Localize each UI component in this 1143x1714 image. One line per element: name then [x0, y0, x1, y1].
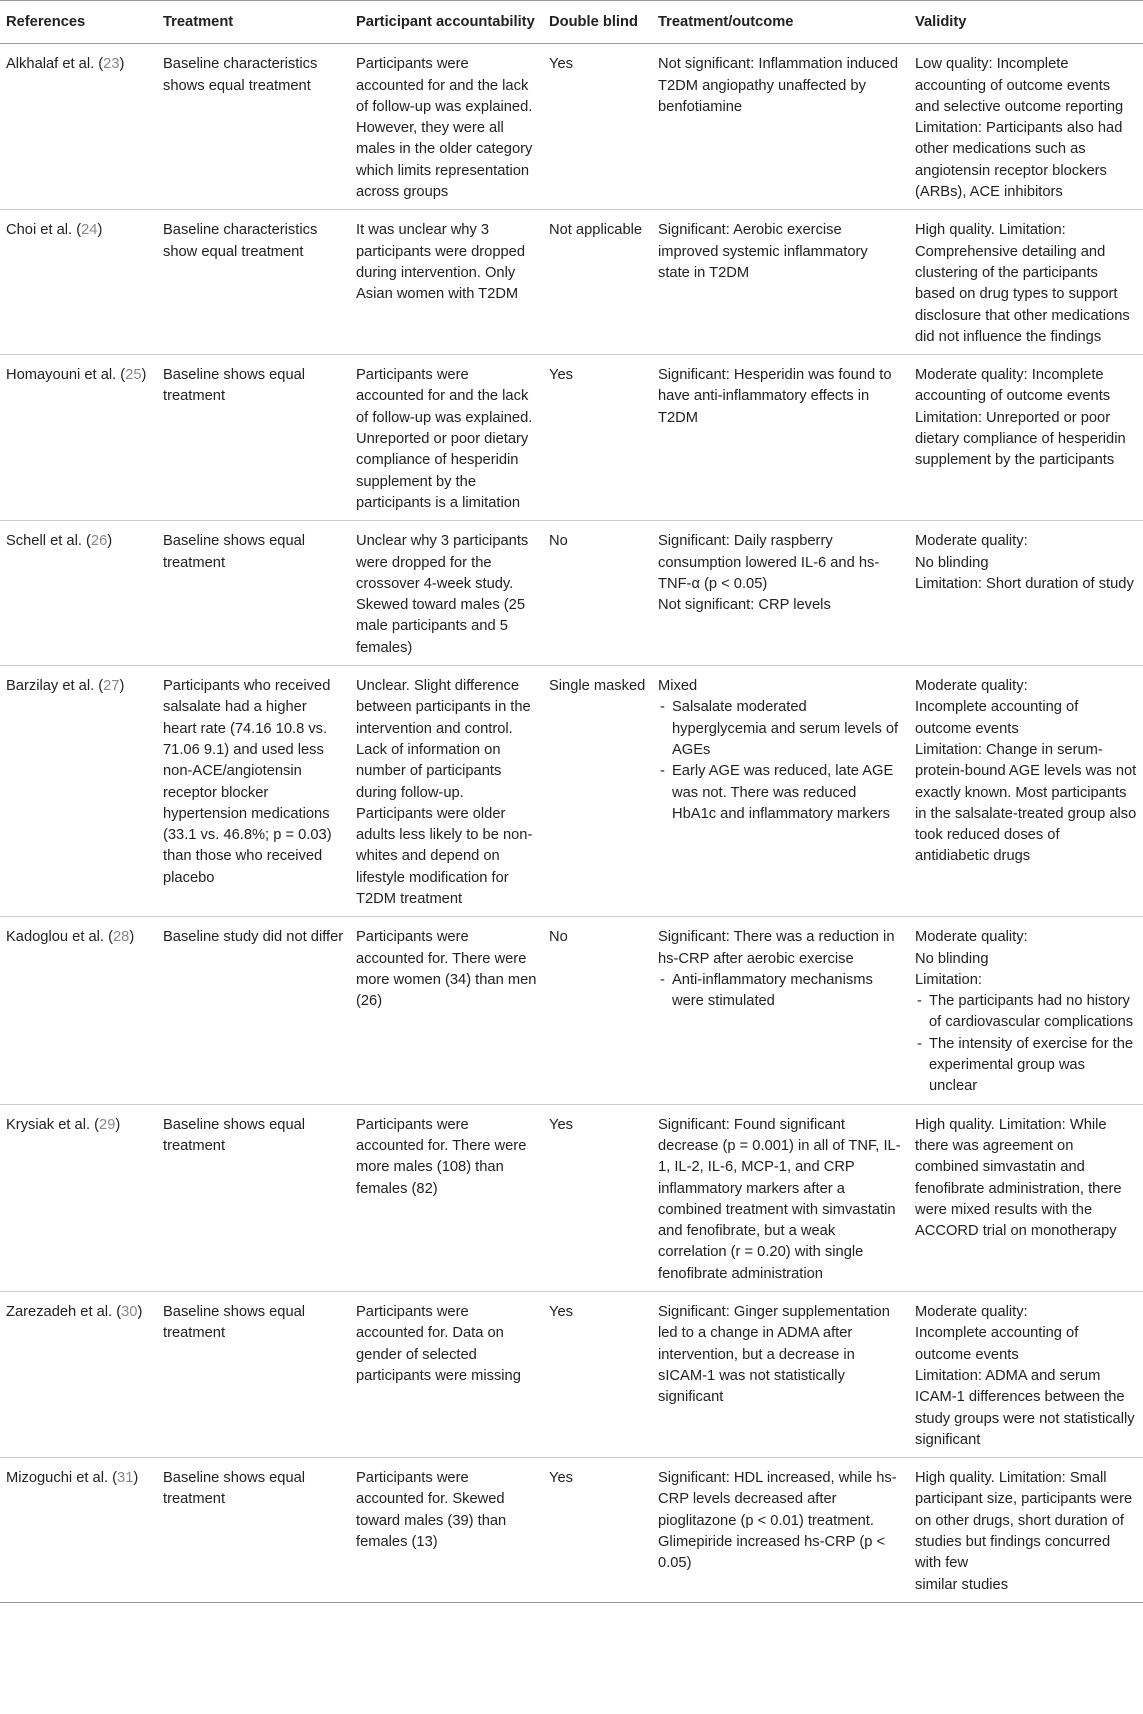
validity-text-line: No blinding [915, 950, 989, 967]
cell-treatment: Baseline shows equal treatment [163, 533, 306, 571]
list-item: - Early AGE was reduced, late AGE was not. There was reduced HbA1c and inflammatory markers [658, 761, 903, 825]
outcome-text-line: Significant: Daily raspberry consumption lowered IL-6 and hs-TNF-α (p < 0.05) [658, 533, 880, 592]
validity-text-line: Moderate quality: [915, 678, 1028, 695]
reference-close-paren: ) [137, 1304, 143, 1321]
cell-treatment: Baseline characteristics shows equal treatment [163, 56, 318, 94]
outcome-text-line: Significant: Ginger supplementation led to a change in ADMA after intervention, but a decrease in sICAM-1 was not statistically significant [658, 1304, 890, 1406]
header-double-blind: Double blind [549, 14, 638, 30]
validity-text-line: High quality. Limitation: While there was agreement on combined simvastatin and fenofibrate administration, there were mixed results with the ACCORD trial on monotherapy [915, 1116, 1122, 1240]
cell-validity [909, 355, 1143, 521]
table-row [0, 1458, 1143, 1603]
cell-validity [909, 521, 1143, 666]
validity-text-line: Low quality: Incomplete accounting of outcome events and selective outcome reporting [915, 56, 1124, 115]
cell-participant-accountability: It was unclear why 3 participants were dropped during intervention. Only Asian women with T2DM [356, 222, 526, 303]
outcome-bullet-list [658, 697, 903, 825]
cell-double-blind: Yes [549, 1116, 573, 1133]
validity-text-line: Limitation: Short duration of study [915, 575, 1134, 592]
validity-text-line: Moderate quality: [915, 1304, 1028, 1321]
cell-participant-accountability: Participants were accounted for. Skewed toward males (39) than females (13) [356, 1470, 507, 1550]
cell-validity [909, 1292, 1143, 1458]
table-row [0, 44, 1143, 210]
cell-reference [0, 521, 157, 666]
validity-text-line: Limitation: ADMA and serum ICAM-1 differences between the study groups were not statistically significant [915, 1367, 1135, 1448]
table-header [0, 1, 1143, 44]
cell-validity [909, 1458, 1143, 1603]
table-body [0, 44, 1143, 1603]
cell-validity [909, 917, 1143, 1104]
cell-participant-accountability: Participants were accounted for and the lack of follow-up was explained. Unreported or poor dietary compliance of hesperidin supplement by the participants is a limitation [356, 367, 533, 511]
cell-participant-accountability: Participants were accounted for and the lack of follow-up was explained. However, they were all males in the older category which limits representation across groups [356, 56, 533, 201]
reference-author: Schell et al. ( [6, 533, 91, 550]
reference-number-link[interactable]: 31 [117, 1470, 134, 1487]
reference-number-link[interactable]: 24 [81, 222, 98, 239]
cell-validity [909, 44, 1143, 210]
validity-text-line: Moderate quality: [915, 929, 1028, 946]
validity-text-line: High quality. Limitation: Small participant size, participants were on other drugs, short duration of studies but findings concurred with few [915, 1470, 1133, 1572]
cell-treatment: Baseline study did not differ [163, 929, 344, 946]
table-row [0, 1104, 1143, 1291]
cell-treatment-outcome [652, 44, 909, 210]
validity-text-line: No blinding [915, 554, 989, 571]
reference-number-link[interactable]: 25 [125, 367, 142, 384]
validity-text-line: Limitation: Participants also had other medications such as angiotensin receptor blockers (ARBs), ACE inhibitors [915, 120, 1123, 201]
reference-author: Homayouni et al. ( [6, 367, 126, 384]
cell-treatment-outcome [652, 210, 909, 355]
validity-text-line: Incomplete accounting of outcome events [915, 1325, 1079, 1363]
cell-treatment-outcome [652, 1458, 909, 1603]
cell-double-blind: Not applicable [549, 222, 643, 239]
cell-double-blind: Yes [549, 1470, 573, 1487]
outcome-text-line: Not significant: Inflammation induced T2DM angiopathy unaffected by benfotiamine [658, 56, 899, 115]
cell-double-blind: Yes [549, 56, 573, 73]
cell-participant-accountability: Unclear. Slight difference between participants in the intervention and control. Lack of information on number of participants during follow-up. Participants were older adults less likely to be non-whites and depend on lifestyle modification for T2DM treatment [356, 678, 533, 907]
reference-author: Choi et al. ( [6, 222, 82, 239]
reference-author: Krysiak et al. ( [6, 1116, 100, 1133]
list-item: - Anti-inflammatory mechanisms were stimulated [658, 970, 903, 1013]
cell-treatment-outcome [652, 666, 909, 917]
cell-treatment-outcome [652, 355, 909, 521]
reference-close-paren: ) [133, 1470, 139, 1487]
cell-participant-accountability: Participants were accounted for. There were more women (34) than men (26) [356, 929, 537, 1010]
cell-treatment: Baseline shows equal treatment [163, 1116, 306, 1154]
cell-treatment: Baseline characteristics show equal treatment [163, 222, 318, 260]
validity-bullet-list [915, 991, 1137, 1097]
reference-number-link[interactable]: 28 [112, 929, 130, 946]
validity-text-line: High quality. Limitation: Comprehensive detailing and clustering of the participants based on drug types to support disclosure that other medications did not influence the findings [915, 222, 1130, 345]
reference-author: Kadoglou et al. ( [6, 929, 113, 946]
reference-number-link[interactable]: 27 [103, 678, 120, 695]
header-row [0, 1, 1143, 44]
reference-number-link[interactable]: 30 [121, 1304, 138, 1321]
list-item: - Salsalate moderated hyperglycemia and serum levels of AGEs [658, 697, 903, 761]
cell-treatment-outcome [652, 1104, 909, 1291]
table-row [0, 355, 1143, 521]
cell-reference [0, 1104, 157, 1291]
reference-close-paren: ) [115, 1116, 121, 1133]
cell-validity [909, 210, 1143, 355]
header-validity: Validity [915, 14, 967, 30]
cell-double-blind: Yes [549, 367, 573, 384]
validity-text-line: similar studies [915, 1576, 1009, 1593]
header-participant-accountability: Participant accountability [356, 14, 535, 30]
outcome-text-line: Not significant: CRP levels [658, 597, 831, 614]
header-treatment-outcome: Treatment/outcome [658, 14, 794, 30]
table-row [0, 210, 1143, 355]
table-row [0, 666, 1143, 917]
table-row [0, 1292, 1143, 1458]
cell-treatment: Baseline shows equal treatment [163, 367, 306, 405]
reference-number-link[interactable]: 26 [90, 533, 108, 550]
cell-double-blind: No [549, 533, 568, 550]
reference-close-paren: ) [119, 678, 125, 695]
reference-number-link[interactable]: 23 [103, 56, 120, 73]
reference-author: Mizoguchi et al. ( [6, 1470, 118, 1487]
cell-participant-accountability: Participants were accounted for. Data on gender of selected participants were missing [356, 1304, 521, 1384]
cell-double-blind: Single masked [549, 678, 646, 695]
cell-reference [0, 1458, 157, 1603]
header-references: References [6, 14, 86, 30]
outcome-text-line: Significant: There was a reduction in hs-CRP after aerobic exercise [658, 929, 895, 967]
reference-close-paren: ) [119, 56, 125, 73]
outcome-text-line: Significant: Found significant decrease (p = 0.001) in all of TNF, IL-1, IL-2, IL-6, MCP-1, and CRP inflammatory markers after a combined treatment with simvastatin and fenofibrate, but a weak correlation (r = 0.20) with single fenofibrate administration [658, 1116, 901, 1282]
cell-validity [909, 1104, 1143, 1291]
cell-treatment: Participants who received salsalate had a higher heart rate (74.16 10.8 vs. 71.06 9.1) and used less non-ACE/angiotensin receptor blocker hypertension medications (33.1 vs. 46.8%; p = 0.03) than those who received placebo [163, 678, 332, 886]
cell-reference [0, 666, 157, 917]
cell-validity [909, 666, 1143, 917]
reference-author: Barzilay et al. ( [6, 678, 104, 695]
cell-double-blind: Yes [549, 1304, 573, 1321]
table-row [0, 521, 1143, 666]
cell-reference [0, 1292, 157, 1458]
reference-author: Alkhalaf et al. ( [6, 56, 104, 73]
cell-treatment-outcome [652, 521, 909, 666]
validity-text-line: Limitation: Unreported or poor dietary compliance of hesperidin supplement by the participants [915, 409, 1126, 469]
cell-reference [0, 44, 157, 210]
reference-close-paren: ) [141, 367, 147, 384]
outcome-text-line: Significant: HDL increased, while hs-CRP levels decreased after pioglitazone (p < 0.01) treatment. Glimepiride increased hs-CRP (p < 0.05) [658, 1470, 897, 1572]
cell-treatment-outcome [652, 917, 909, 1104]
table-row [0, 917, 1143, 1104]
validity-text-line: Moderate quality: [915, 533, 1028, 550]
validity-text-line: Limitation: Change in serum-protein-bound AGE levels was not exactly known. Most participants in the salsalate-treated group also took reduced doses of antidiabetic drugs [915, 741, 1137, 865]
cell-participant-accountability: Unclear why 3 participants were dropped for the crossover 4-week study. Skewed toward males (25 male participants and 5 females) [356, 533, 529, 656]
cell-double-blind: No [549, 929, 568, 946]
outcome-text-line: Significant: Aerobic exercise improved systemic inflammatory state in T2DM [658, 222, 868, 281]
outcome-bullet-list [658, 970, 903, 1013]
cell-reference [0, 210, 157, 355]
list-item: - The intensity of exercise for the experimental group was unclear [915, 1034, 1137, 1098]
validity-text-line: Incomplete accounting of outcome events [915, 699, 1079, 737]
outcome-text-line: Mixed [658, 678, 698, 695]
cell-reference [0, 917, 157, 1104]
reference-number-link[interactable]: 29 [99, 1116, 116, 1133]
cell-treatment-outcome [652, 1292, 909, 1458]
reference-close-paren: ) [107, 533, 113, 550]
validity-text-line: Moderate quality: Incomplete accounting of outcome events [915, 367, 1111, 405]
validity-text-line: Limitation: [915, 971, 982, 988]
header-treatment: Treatment [163, 14, 234, 30]
reference-close-paren: ) [97, 222, 103, 239]
outcome-text-line: Significant: Hesperidin was found to have anti-inflammatory effects in T2DM [658, 367, 892, 426]
list-item: - The participants had no history of cardiovascular complications [915, 991, 1137, 1034]
cell-treatment: Baseline shows equal treatment [163, 1470, 306, 1508]
cell-participant-accountability: Participants were accounted for. There were more males (108) than females (82) [356, 1116, 527, 1197]
reference-author: Zarezadeh et al. ( [6, 1304, 122, 1321]
reference-close-paren: ) [129, 929, 135, 946]
cell-reference [0, 355, 157, 521]
cell-treatment: Baseline shows equal treatment [163, 1304, 306, 1342]
